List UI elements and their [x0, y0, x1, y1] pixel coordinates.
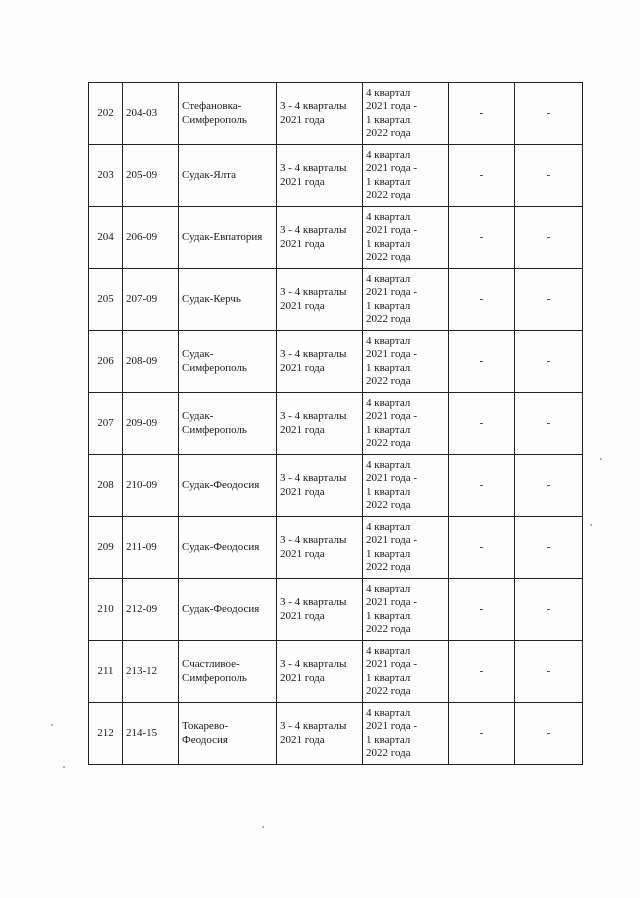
table-row — [89, 641, 583, 703]
route-name-cell — [179, 579, 277, 641]
scan-speck — [590, 524, 592, 526]
period-cell-line: 2021 года — [280, 485, 325, 498]
deadline-cell — [363, 641, 449, 703]
column-a-cell: - — [449, 207, 515, 269]
period-cell-line: 2021 года — [280, 547, 325, 560]
deadline-cell-line: 1 квартал — [366, 299, 411, 312]
deadline-cell — [363, 83, 449, 145]
deadline-cell-line: 2021 года - — [366, 224, 418, 236]
column-b-cell: - — [515, 393, 583, 455]
deadline-cell-line: 2021 года - — [366, 100, 418, 112]
period-cell-line: 2021 года — [280, 113, 325, 126]
deadline-cell-line: 2022 года — [366, 561, 411, 573]
deadline-cell-line: 1 квартал — [366, 361, 411, 374]
routes-schedule-table — [88, 82, 583, 765]
deadline-cell-line: 4 квартал — [366, 582, 411, 595]
table-row — [89, 207, 583, 269]
deadline-cell-line: 4 квартал — [366, 210, 411, 223]
row-number-cell: 211 — [89, 641, 123, 703]
period-cell — [277, 145, 363, 207]
deadline-cell-line: 1 квартал — [366, 547, 411, 560]
row-number-cell: 206 — [89, 331, 123, 393]
period-cell-line: 3 - 4 кварталы — [280, 720, 347, 732]
route-code-cell: 212-09 — [123, 579, 179, 641]
deadline-cell-line: 4 квартал — [366, 86, 411, 99]
scan-speck — [262, 826, 264, 828]
column-b-cell: - — [515, 703, 583, 765]
period-cell-line: 2021 года — [280, 237, 325, 250]
route-name-cell — [179, 83, 277, 145]
table-row — [89, 579, 583, 641]
period-cell — [277, 83, 363, 145]
route-name-cell — [179, 455, 277, 517]
table-row — [89, 331, 583, 393]
scan-speck — [63, 766, 65, 768]
scan-speck — [600, 458, 602, 460]
deadline-cell-line: 1 квартал — [366, 485, 411, 498]
column-b-cell: - — [515, 145, 583, 207]
deadline-cell-line: 2021 года - — [366, 534, 418, 546]
route-name-cell — [179, 393, 277, 455]
period-cell-line: 3 - 4 кварталы — [280, 472, 347, 484]
period-cell-line: 2021 года — [280, 671, 325, 684]
route-name-cell — [179, 517, 277, 579]
row-number-cell: 208 — [89, 455, 123, 517]
period-cell-line: 3 - 4 кварталы — [280, 162, 347, 174]
deadline-cell-line: 2022 года — [366, 437, 411, 449]
table-body — [89, 83, 583, 765]
deadline-cell — [363, 517, 449, 579]
route-name-cell — [179, 207, 277, 269]
route-name-cell-line: Судак- — [182, 410, 214, 422]
deadline-cell — [363, 455, 449, 517]
deadline-cell — [363, 331, 449, 393]
deadline-cell-line: 2021 года - — [366, 286, 418, 298]
deadline-cell-line: 2022 года — [366, 499, 411, 511]
deadline-cell — [363, 269, 449, 331]
period-cell — [277, 579, 363, 641]
route-name-cell-line: Судак-Феодосия — [182, 602, 260, 615]
route-name-cell-line: Счастливое- — [182, 658, 240, 670]
period-cell-line: 2021 года — [280, 423, 325, 436]
period-cell-line: 2021 года — [280, 609, 325, 622]
deadline-cell-line: 2021 года - — [366, 348, 418, 360]
period-cell-line: 2021 года — [280, 361, 325, 374]
period-cell-line: 3 - 4 кварталы — [280, 658, 347, 670]
table-row — [89, 83, 583, 145]
route-name-cell — [179, 145, 277, 207]
route-code-cell: 208-09 — [123, 331, 179, 393]
table-row — [89, 393, 583, 455]
deadline-cell-line: 4 квартал — [366, 396, 411, 409]
column-a-cell: - — [449, 579, 515, 641]
column-b-cell: - — [515, 455, 583, 517]
table-row — [89, 455, 583, 517]
column-a-cell: - — [449, 455, 515, 517]
deadline-cell-line: 2022 года — [366, 747, 411, 759]
deadline-cell-line: 2021 года - — [366, 472, 418, 484]
route-name-cell — [179, 703, 277, 765]
period-cell-line: 3 - 4 кварталы — [280, 596, 347, 608]
deadline-cell-line: 1 квартал — [366, 113, 411, 126]
period-cell — [277, 393, 363, 455]
period-cell-line: 3 - 4 кварталы — [280, 224, 347, 236]
deadline-cell-line: 2022 года — [366, 189, 411, 201]
period-cell — [277, 331, 363, 393]
column-b-cell: - — [515, 83, 583, 145]
deadline-cell-line: 2022 года — [366, 313, 411, 325]
route-name-cell-line: Судак-Керчь — [182, 292, 241, 305]
column-b-cell: - — [515, 207, 583, 269]
period-cell-line: 3 - 4 кварталы — [280, 410, 347, 422]
table-row — [89, 145, 583, 207]
route-name-cell — [179, 641, 277, 703]
route-code-cell: 210-09 — [123, 455, 179, 517]
deadline-cell-line: 1 квартал — [366, 175, 411, 188]
route-code-cell: 213-12 — [123, 641, 179, 703]
route-name-cell-line: Стефановка- — [182, 100, 242, 112]
column-a-cell: - — [449, 145, 515, 207]
route-name-cell-line: Судак- — [182, 348, 214, 360]
column-b-cell: - — [515, 331, 583, 393]
deadline-cell-line: 4 квартал — [366, 272, 411, 285]
route-name-cell-line: Симферополь — [182, 423, 247, 436]
deadline-cell-line: 1 квартал — [366, 237, 411, 250]
deadline-cell-line: 1 квартал — [366, 609, 411, 622]
period-cell-line: 3 - 4 кварталы — [280, 534, 347, 546]
route-name-cell — [179, 269, 277, 331]
column-a-cell: - — [449, 641, 515, 703]
row-number-cell: 209 — [89, 517, 123, 579]
deadline-cell — [363, 145, 449, 207]
column-b-cell: - — [515, 269, 583, 331]
route-name-cell — [179, 331, 277, 393]
row-number-cell: 202 — [89, 83, 123, 145]
route-name-cell-line: Судак-Евпатория — [182, 230, 263, 243]
deadline-cell — [363, 703, 449, 765]
route-name-cell-line: Токарево- — [182, 720, 229, 732]
route-code-cell: 211-09 — [123, 517, 179, 579]
period-cell — [277, 703, 363, 765]
period-cell-line: 2021 года — [280, 733, 325, 746]
period-cell-line: 3 - 4 кварталы — [280, 286, 347, 298]
period-cell — [277, 517, 363, 579]
deadline-cell-line: 4 квартал — [366, 334, 411, 347]
period-cell — [277, 207, 363, 269]
scan-speck — [51, 724, 53, 726]
route-name-cell-line: Феодосия — [182, 733, 228, 746]
deadline-cell-line: 2021 года - — [366, 596, 418, 608]
route-name-cell-line: Судак-Ялта — [182, 168, 237, 181]
deadline-cell-line: 4 квартал — [366, 644, 411, 657]
column-a-cell: - — [449, 83, 515, 145]
route-code-cell: 205-09 — [123, 145, 179, 207]
row-number-cell: 203 — [89, 145, 123, 207]
row-number-cell: 210 — [89, 579, 123, 641]
deadline-cell-line: 4 квартал — [366, 706, 411, 719]
column-a-cell: - — [449, 331, 515, 393]
route-code-cell: 204-03 — [123, 83, 179, 145]
deadline-cell-line: 2022 года — [366, 251, 411, 263]
deadline-cell-line: 4 квартал — [366, 520, 411, 533]
route-name-cell-line: Судак-Феодосия — [182, 478, 260, 491]
column-a-cell: - — [449, 393, 515, 455]
period-cell-line: 3 - 4 кварталы — [280, 100, 347, 112]
row-number-cell: 212 — [89, 703, 123, 765]
route-code-cell: 206-09 — [123, 207, 179, 269]
column-a-cell: - — [449, 703, 515, 765]
period-cell-line: 2021 года — [280, 175, 325, 188]
row-number-cell: 204 — [89, 207, 123, 269]
route-code-cell: 207-09 — [123, 269, 179, 331]
table-row — [89, 517, 583, 579]
deadline-cell-line: 2021 года - — [366, 720, 418, 732]
deadline-cell-line: 1 квартал — [366, 733, 411, 746]
table-row — [89, 703, 583, 765]
period-cell — [277, 269, 363, 331]
deadline-cell-line: 2022 года — [366, 127, 411, 139]
route-code-cell: 209-09 — [123, 393, 179, 455]
deadline-cell — [363, 207, 449, 269]
column-b-cell: - — [515, 641, 583, 703]
period-cell — [277, 641, 363, 703]
deadline-cell-line: 1 квартал — [366, 671, 411, 684]
deadline-cell-line: 4 квартал — [366, 148, 411, 161]
route-name-cell-line: Симферополь — [182, 113, 247, 126]
period-cell-line: 2021 года — [280, 299, 325, 312]
row-number-cell: 207 — [89, 393, 123, 455]
column-b-cell: - — [515, 579, 583, 641]
deadline-cell-line: 2021 года - — [366, 410, 418, 422]
deadline-cell-line: 2021 года - — [366, 162, 418, 174]
deadline-cell-line: 2021 года - — [366, 658, 418, 670]
route-name-cell-line: Симферополь — [182, 361, 247, 374]
deadline-cell-line: 2022 года — [366, 685, 411, 697]
deadline-cell-line: 1 квартал — [366, 423, 411, 436]
period-cell — [277, 455, 363, 517]
row-number-cell: 205 — [89, 269, 123, 331]
route-code-cell: 214-15 — [123, 703, 179, 765]
deadline-cell-line: 2022 года — [366, 623, 411, 635]
deadline-cell — [363, 579, 449, 641]
route-name-cell-line: Судак-Феодосия — [182, 540, 260, 553]
deadline-cell-line: 4 квартал — [366, 458, 411, 471]
column-a-cell: - — [449, 269, 515, 331]
route-name-cell-line: Симферополь — [182, 671, 247, 684]
table-row — [89, 269, 583, 331]
column-a-cell: - — [449, 517, 515, 579]
deadline-cell — [363, 393, 449, 455]
deadline-cell-line: 2022 года — [366, 375, 411, 387]
column-b-cell: - — [515, 517, 583, 579]
period-cell-line: 3 - 4 кварталы — [280, 348, 347, 360]
